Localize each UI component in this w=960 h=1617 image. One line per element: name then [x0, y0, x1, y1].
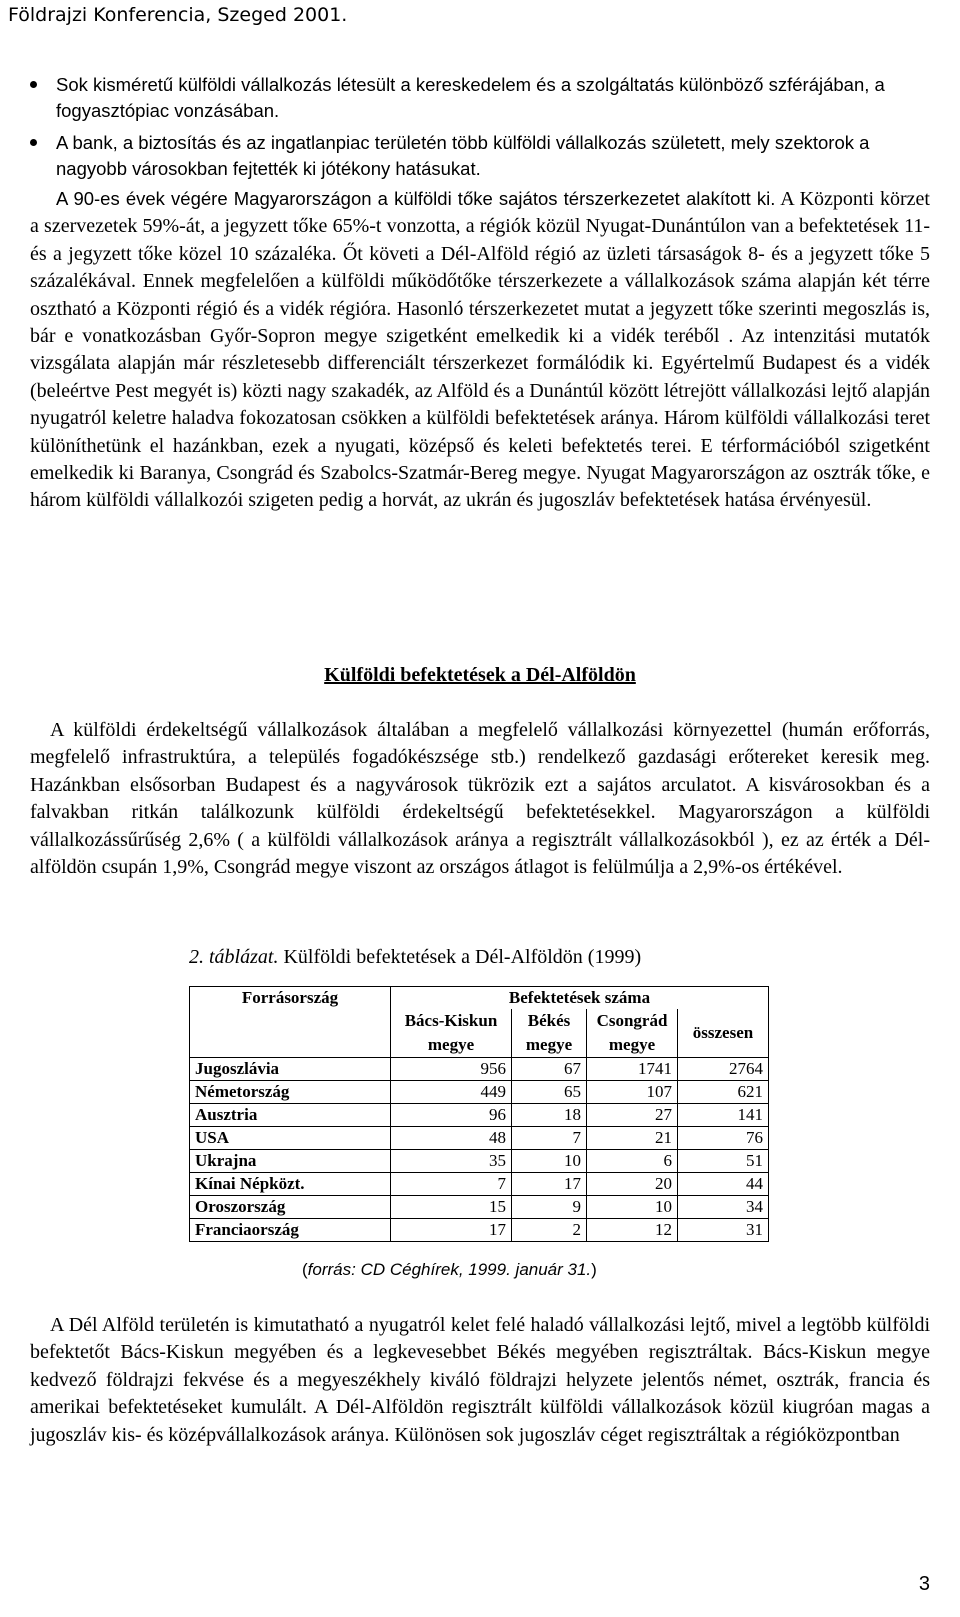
- paragraph-intro-sentence: A 90-es évek végére Magyarországon a külföldi tőke sajátos térszerkezetet alakított ki.: [56, 188, 776, 209]
- total-cell: 621: [678, 1081, 769, 1104]
- table-caption: [189, 946, 641, 969]
- table-row: [190, 1081, 769, 1104]
- table-title: Külföldi befektetések a Dél-Alföldön (1999): [283, 946, 642, 968]
- column-header-spacer: [190, 1009, 391, 1058]
- paragraph-investment-environment: A külföldi érdekeltségű vállalkozások általában a megfelelő vállalkozási környezettel (humán erőforrás, megfelelő infrastruktúra, a település fogadókészsége stb.) rendelkező gazdasági erőtereket keresik meg. Hazánkban elsősorban Budapest és a nagyvárosok tükrözik ezt a sajátos arculatot. A kisvárosokban és a falvakban ritkán találkozunk külföldi érdekeltségű befektetésekkel. Magyarországon a külföldi vállalkozássűrűség 2,6% ( a külföldi vállalkozások aránya a regisztrált vállalkozásokból ), ez az érték a Dél-alföldön csupán 1,9%, Csongrád megye viszont az országos átlagot is felülmúlja a 2,9%-os értékével.: [30, 719, 930, 879]
- value-cell: 27: [587, 1104, 678, 1127]
- table-row: [190, 1058, 769, 1081]
- bullet-icon: [30, 139, 37, 146]
- bullet-text: Sok kisméretű külföldi vállalkozás létesült a kereskedelem és a szolgáltatás különböző szférájában, a fogyasztópiac vonzásában.: [56, 74, 885, 121]
- country-cell: Franciaország: [190, 1219, 391, 1242]
- value-cell: 956: [391, 1058, 512, 1081]
- bullet-list: [30, 72, 930, 188]
- country-cell: USA: [190, 1127, 391, 1150]
- page-number: 3: [918, 1573, 930, 1595]
- source-close-paren: ): [591, 1260, 597, 1279]
- total-cell: 34: [678, 1196, 769, 1219]
- table-number: 2. táblázat.: [189, 946, 279, 968]
- value-cell: 10: [512, 1150, 587, 1173]
- table-row: [190, 1196, 769, 1219]
- column-header-bacs-kiskun: Bács-Kiskun megye: [391, 1009, 512, 1058]
- value-cell: 1741: [587, 1058, 678, 1081]
- value-cell: 20: [587, 1173, 678, 1196]
- country-cell: Jugoszlávia: [190, 1058, 391, 1081]
- column-header-total: összesen: [678, 1009, 769, 1058]
- total-cell: 31: [678, 1219, 769, 1242]
- value-cell: 17: [391, 1219, 512, 1242]
- list-item: [30, 130, 930, 182]
- country-cell: Ausztria: [190, 1104, 391, 1127]
- bullet-icon: [30, 81, 37, 88]
- value-cell: 2: [512, 1219, 587, 1242]
- value-cell: 21: [587, 1127, 678, 1150]
- source-text: forrás: CD Céghírek, 1999. január 31.: [307, 1260, 592, 1279]
- investment-table: [189, 986, 769, 1242]
- column-header-csongrad: Csongrád megye: [587, 1009, 678, 1058]
- group-header: Befektetések száma: [391, 987, 769, 1010]
- value-cell: 96: [391, 1104, 512, 1127]
- country-cell: Németország: [190, 1081, 391, 1104]
- table-row: [190, 1104, 769, 1127]
- total-cell: 141: [678, 1104, 769, 1127]
- running-header: Földrajzi Konferencia, Szeged 2001.: [8, 4, 348, 26]
- value-cell: 65: [512, 1081, 587, 1104]
- value-cell: 9: [512, 1196, 587, 1219]
- value-cell: 449: [391, 1081, 512, 1104]
- table-row: [190, 1219, 769, 1242]
- value-cell: 18: [512, 1104, 587, 1127]
- table-row: [190, 1127, 769, 1150]
- column-header-bekes: Békés megye: [512, 1009, 587, 1058]
- paragraph-body: A Központi körzet a szervezetek 59%-át, a jegyzett tőke 65%-t vonzotta, a régiók közül Nyugat-Dunántúlon van a befektetések 11- és a jegyzett tőke közel 10 százaléka. Őt követi a Dél-Alföld régió az üzleti társaságok 8- és a jegyzett tőke 5 százalékával. Ennek megfelelően a külföldi működőtőke térszerkezete a vállalkozások száma alapján két térre osztható a Központi régió és a vidék régióra. Hasonló térszerkezetet mutat a jegyzett tőke szerinti megoszlás is, bár e vonatkozásban Győr-Sopron megye szigetként emelkedik ki a vidék teréből . Az intenzitási mutatók vizsgálata alapján már részletesebb differenciált térszerkezet formálódik ki. Egyértelmű Budapest és a vidék (beleértve Pest megyét is) közti nagy szakadék, az Alföld és a Dunántúl között létrejött vállalkozási lejtő alapján nyugatról keletre haladva fokozatosan csökken a külföldi befektetések aránya. Három külföldi vállalkozási teret különíthetünk el hazánkban, ezek a nyugati, középső és keleti befektetés terei. E térformációból szigetként emelkedik ki Baranya, Csongrád és Szabolcs-Szatmár-Bereg megye. Nyugat Magyarországon az osztrák tőke, e három külföldi vállalkozói szigeten pedig a horvát, az ukrán és jugoszláv befektetések hatása érvényesül.: [30, 188, 930, 512]
- source-open-paren: (: [302, 1260, 308, 1279]
- value-cell: 35: [391, 1150, 512, 1173]
- value-cell: 107: [587, 1081, 678, 1104]
- total-cell: 76: [678, 1127, 769, 1150]
- total-cell: 51: [678, 1150, 769, 1173]
- total-cell: 2764: [678, 1058, 769, 1081]
- country-cell: Oroszország: [190, 1196, 391, 1219]
- paragraph-regional-structure: [30, 185, 930, 515]
- value-cell: 17: [512, 1173, 587, 1196]
- bullet-text: A bank, a biztosítás és az ingatlanpiac területén több külföldi vállalkozás született, mely szektorok a nagyobb városokban fejtették ki jótékony hatásukat.: [56, 132, 870, 179]
- total-cell: 44: [678, 1173, 769, 1196]
- value-cell: 15: [391, 1196, 512, 1219]
- section-heading: Külföldi befektetések a Dél-Alföldön: [324, 664, 636, 686]
- value-cell: 48: [391, 1127, 512, 1150]
- table-row: [190, 1173, 769, 1196]
- value-cell: 6: [587, 1150, 678, 1173]
- paragraph-south-alfold: A Dél Alföld területén is kimutatható a nyugatról kelet felé haladó vállalkozási lejtő, mivel a legtöbb külföldi befektetőt Bács-Kiskun megyében és a legkevesebbet Békés megyében regisztráltak. Bács-Kiskun megye kedvező földrajzi fekvése és a megyeszékhely kiváló földrajzi helyzete jelentős német, osztrák, francia és amerikai befektetéseket kumulált. A Dél-Alföldön regisztrált külföldi vállalkozások közül kiugróan magas a jugoszláv kis- és középvállalkozások aránya. Különösen sok jugoszláv céget regisztráltak a régióközpontban: [30, 1314, 930, 1446]
- value-cell: 7: [512, 1127, 587, 1150]
- value-cell: 7: [391, 1173, 512, 1196]
- value-cell: 67: [512, 1058, 587, 1081]
- column-header-source: Forrásország: [190, 987, 391, 1010]
- list-item: [30, 72, 930, 124]
- table-row: [190, 1150, 769, 1173]
- value-cell: 10: [587, 1196, 678, 1219]
- country-cell: Kínai Népközt.: [190, 1173, 391, 1196]
- table-source: [302, 1260, 597, 1280]
- country-cell: Ukrajna: [190, 1150, 391, 1173]
- value-cell: 12: [587, 1219, 678, 1242]
